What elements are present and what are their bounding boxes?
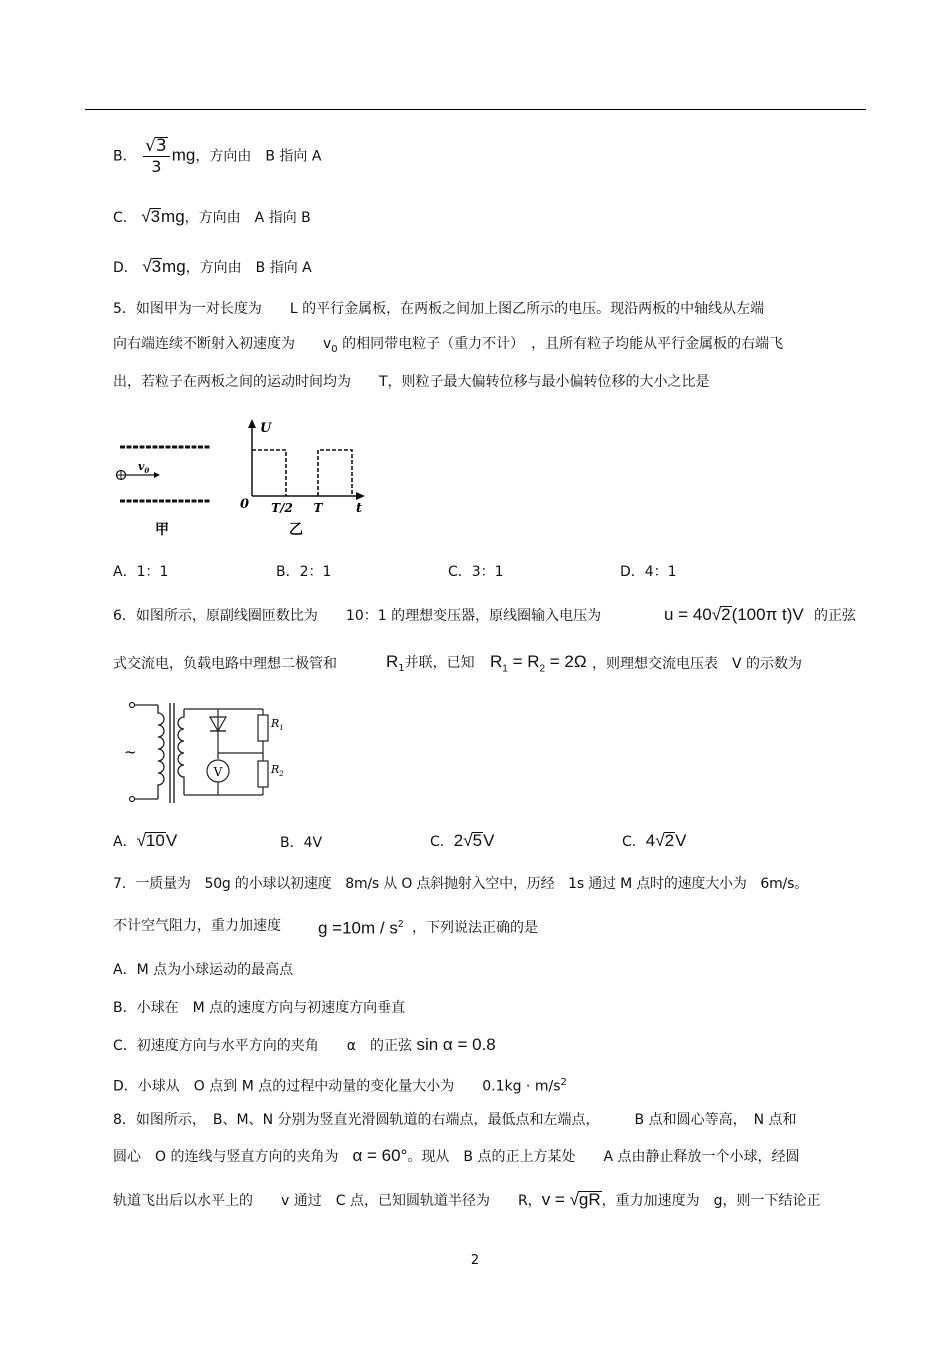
- origin-label: 0: [240, 497, 250, 512]
- q6-resistance-formula: $R_1 = R_2 = 2\Omega$: [490, 652, 587, 675]
- resistor-r2-icon: [258, 761, 268, 787]
- figure-caption-jia: 甲: [155, 522, 169, 538]
- ac-source-tilde: ~: [124, 743, 137, 761]
- q6-stem-line2a: 式交流电，负载电路中理想二极管和: [113, 656, 337, 672]
- q4-option-d: D． √3mg，方向由 B 指向 A: [113, 257, 312, 276]
- q7-option-a: A．M 点为小球运动的最高点: [113, 962, 294, 978]
- q5-option-b: B．2：1: [276, 564, 332, 580]
- terminal-top: [130, 703, 135, 708]
- v0-label: $v_0$: [138, 460, 150, 475]
- q5-option-d: D．4：1: [620, 564, 677, 580]
- secondary-coil: [178, 709, 184, 795]
- r2-label: $R_2$: [271, 763, 284, 778]
- q8-stem-line1: 8．如图所示， B、M、N 分别为竖直光滑圆轨道的右端点，最低点和左端点， B 点和圆心等高， N 点和: [113, 1112, 797, 1128]
- q6-stem-line1: 6．如图所示，原副线圈匝数比为 10：1 的理想变压器，原线圈输入电压为: [113, 608, 602, 624]
- t-axis-label: t: [355, 501, 363, 516]
- q7-stem-line2b: ，下列说法正确的是: [412, 920, 538, 936]
- terminal-bottom: [130, 797, 135, 802]
- q5-option-a: A．1：1: [113, 564, 169, 580]
- resistor-r1-icon: [258, 715, 268, 741]
- fraction-sqrt3-over-3: $\frac{√3}{3}$: [143, 136, 170, 177]
- period-label: T: [313, 501, 323, 515]
- header-rule: [85, 109, 866, 110]
- q7-option-d: D．小球从 O 点到 M 点的过程中动量的变化量大小为 $0.1kg \cdot m/s^2$: [113, 1077, 567, 1095]
- q6-option-d: C．4√2V: [622, 831, 687, 850]
- svg-text:V: V: [213, 765, 223, 779]
- q7-stem-line1: 7．一质量为 50g 的小球以初速度 8m/s 从 O 点斜抛射入空中，历经 1s 通过 M 点时的速度大小为 6m/s。: [113, 876, 808, 892]
- figure-transformer-circuit: [118, 695, 293, 810]
- q6-option-a: A．√10V: [113, 831, 178, 850]
- q7-stem-line2a: 不计空气阻力，重力加速度: [113, 918, 281, 934]
- q6-voltage-formula: u = 40√2(100π t)V: [664, 605, 804, 624]
- q5-stem-line3: 出，若粒子在两板之间的运动时间均为 T，则粒子最大偏转位移与最小偏转位移的大小之比是: [113, 374, 710, 390]
- q5-stem-line1: 5．如图甲为一对长度为 L 的平行金属板，在两板之间加上图乙所示的电压。现沿两板的中轴线从左端: [113, 301, 765, 317]
- q4-option-b: B． $\frac{√3}{3}$ mg，方向由 B 指向 A: [113, 136, 322, 176]
- q6-option-c: C．2√5V: [430, 831, 495, 850]
- pulse-1: [252, 450, 286, 496]
- primary-coil: [158, 705, 164, 799]
- q6-option-b: B．4V: [280, 835, 323, 851]
- q8-stem-line3: 轨道飞出后以水平上的 v 通过 C 点，已知圆轨道半径为 R，v = √gR，重力加速度为 g，则一下结论正: [113, 1190, 821, 1209]
- r1-label: $R_1$: [271, 717, 284, 732]
- q6-stem-line1-end: 的正弦: [814, 608, 856, 624]
- figure-voltage-waveform: [232, 416, 372, 540]
- q7-option-c: C．初速度方向与水平方向的夹角 α 的正弦 sin α = 0.8: [113, 1035, 496, 1054]
- page-number: 2: [470, 1253, 480, 1268]
- figure-caption-yi: 乙: [289, 522, 303, 538]
- q4-option-c: C． √3mg，方向由 A 指向 B: [113, 207, 311, 226]
- q5-stem-line2: 向右端连续不断射入初速度为 $v_0$ 的相同带电粒子（重力不计） ，且所有粒子均能从平行金属板的右端飞: [113, 336, 784, 355]
- pulse-2: [318, 450, 352, 496]
- u-label: U: [260, 421, 272, 436]
- q7-option-b: B．小球在 M 点的速度方向与初速度方向垂直: [113, 1000, 406, 1016]
- q6-r1-symbol: $R_1$并联，已知: [386, 652, 475, 674]
- q6-stem-line2c: ，则理想交流电压表 V 的示数为: [592, 656, 803, 672]
- half-period-label: T/2: [271, 501, 293, 515]
- q5-option-c: C．3：1: [448, 564, 504, 580]
- option-label: B．: [113, 148, 137, 165]
- figure-parallel-plates: [112, 438, 217, 543]
- q7-gravity-formula: $g =10m / s^2$: [318, 918, 404, 938]
- q8-stem-line2: 圆心 O 的连线与竖直方向的夹角为 α = 60°。现从 B 点的正上方某处 A 点由静止释放一个小球，经圆: [113, 1146, 800, 1165]
